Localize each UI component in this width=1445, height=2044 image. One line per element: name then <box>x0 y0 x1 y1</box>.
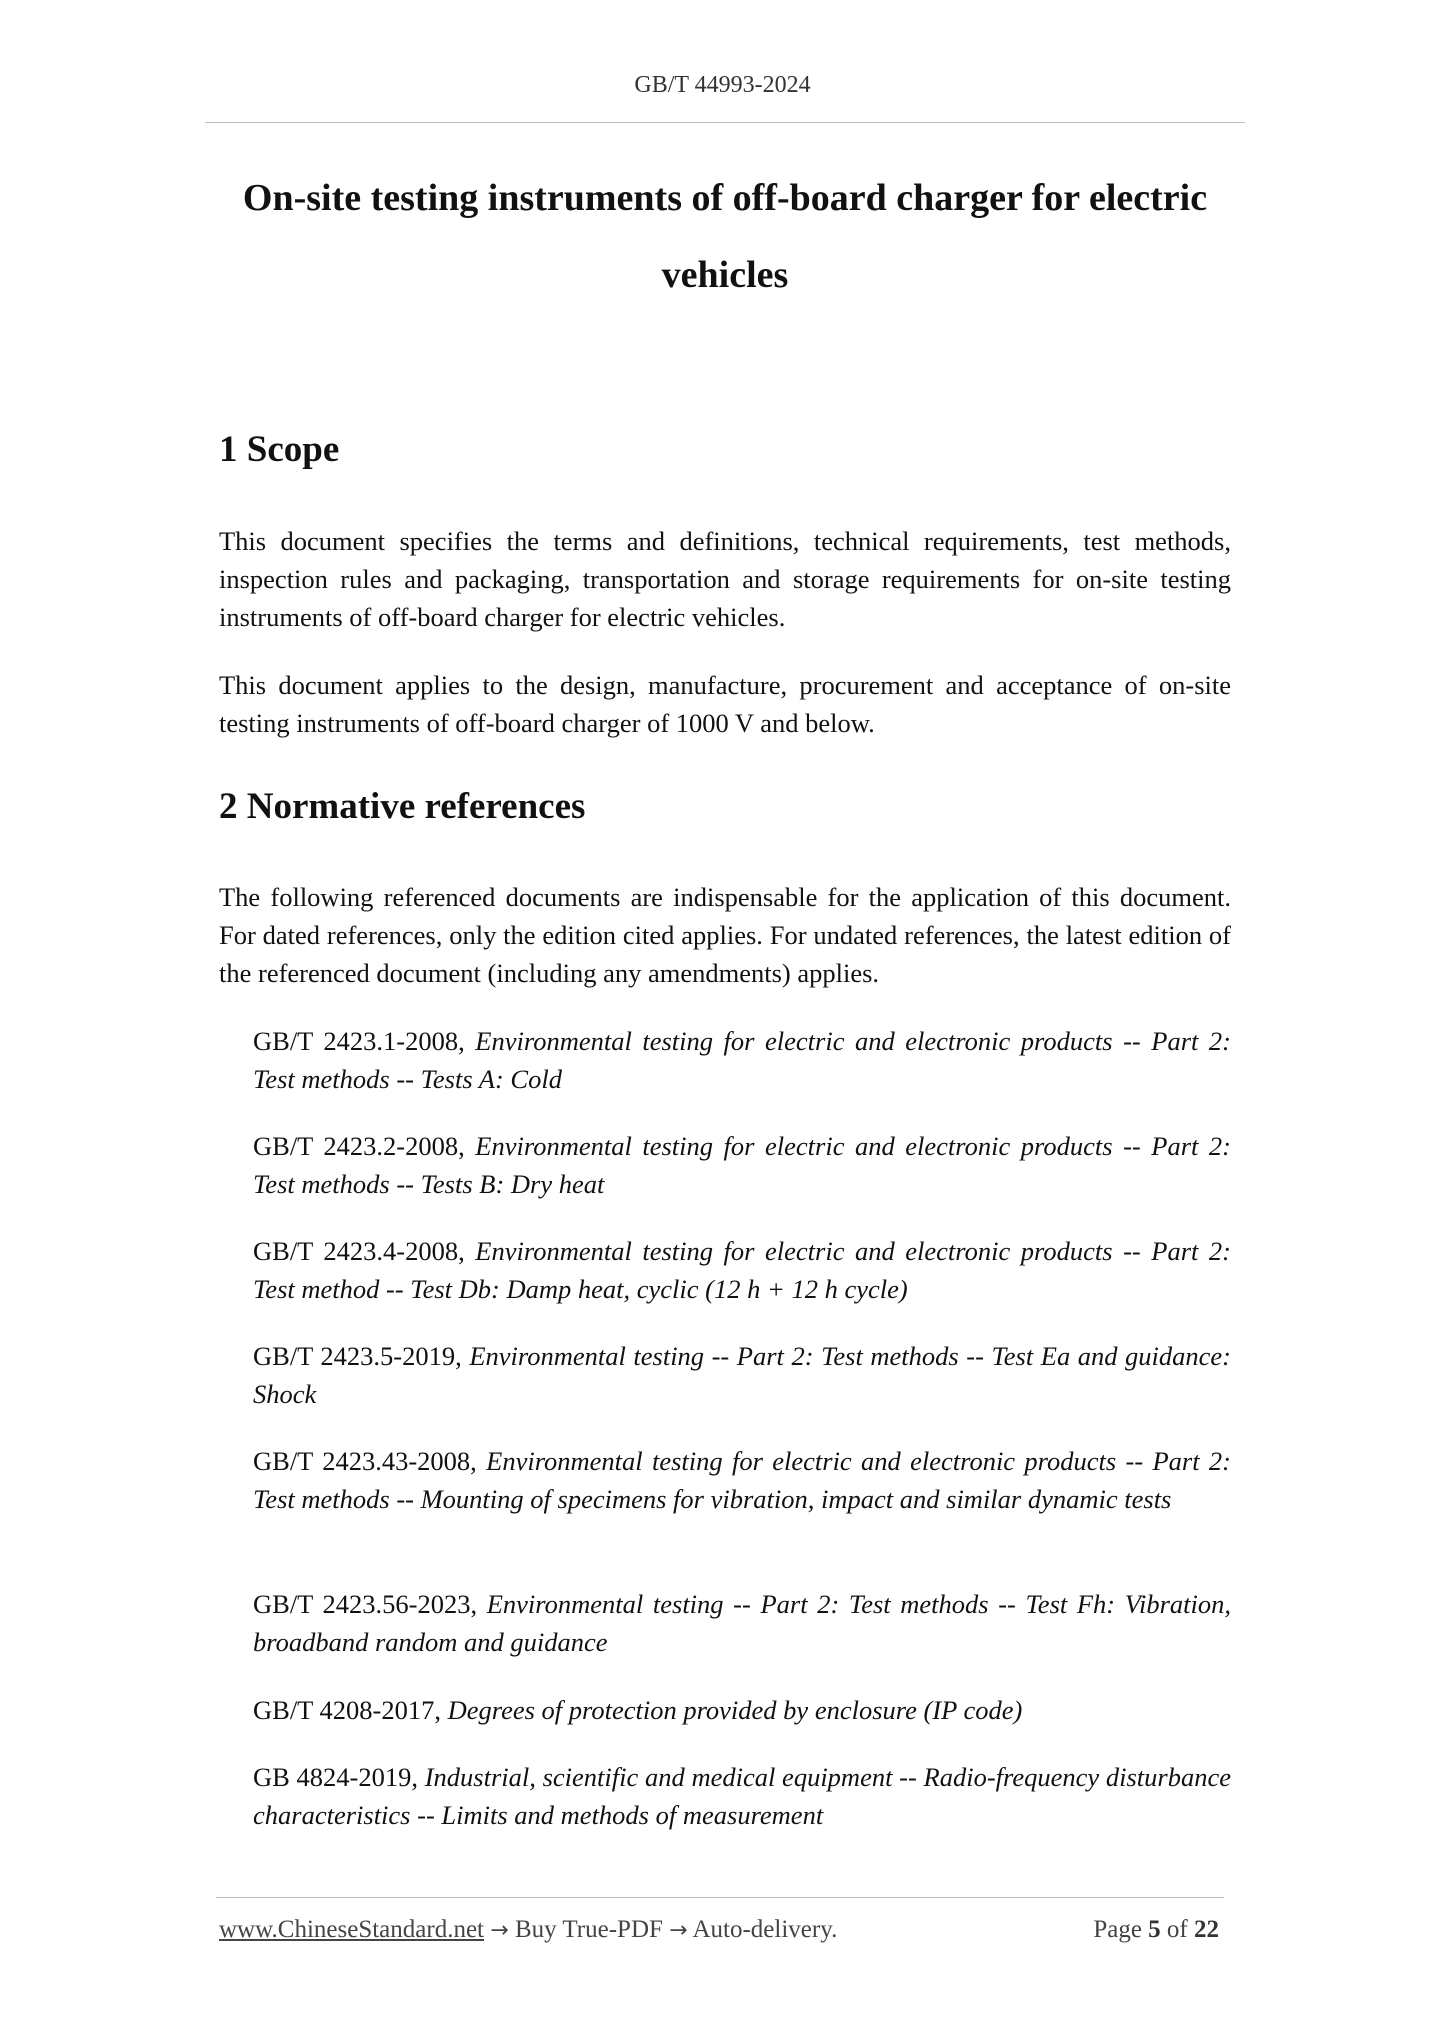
reference-item <box>253 1022 1231 1098</box>
reference-title: Environmental testing for electric and electronic products -- Part 2: Test methods -- Mounting of specimens for vibration, impact and similar dynamic tests <box>253 1446 1232 1514</box>
reference-code: GB/T 2423.2-2008, <box>253 1131 465 1161</box>
reference-title: Environmental testing for electric and electronic products -- Part 2: Test methods -- Tests B: Dry heat <box>253 1131 1231 1199</box>
scope-paragraph: This document specifies the terms and definitions, technical requirements, test methods, inspection rules and packaging, transportation and storage requirements for on-site testing instruments of off-board charger for electric vehicles. <box>219 526 1231 632</box>
right-arrow-icon: → <box>669 1918 688 1943</box>
reference-code: GB/T 2423.56-2023, <box>253 1589 478 1619</box>
reference-title: Environmental testing for electric and electronic products -- Part 2: Test method -- Test Db: Damp heat, cyclic (12 h + 12 h cycle) <box>253 1236 1231 1304</box>
website-link[interactable]: www.ChineseStandard.net <box>219 1916 484 1943</box>
reference-item <box>253 1758 1231 1834</box>
reference-title: Environmental testing for electric and electronic products -- Part 2: Test methods -- Tests A: Cold <box>253 1026 1231 1094</box>
reference-item <box>253 1691 1231 1729</box>
buy-true-pdf-text: Buy True-PDF <box>514 1916 663 1943</box>
reference-title: Degrees of protection provided by enclosure (IP code) <box>447 1695 1023 1725</box>
of-label: of <box>1166 1916 1188 1943</box>
reference-item <box>253 1127 1231 1203</box>
reference-code: GB/T 4208-2017, <box>253 1695 441 1725</box>
auto-delivery-text: Auto-delivery. <box>692 1916 838 1943</box>
reference-title: Environmental testing -- Part 2: Test methods -- Test Fh: Vibration, broadband random and guidance <box>253 1589 1232 1657</box>
running-header: GB/T 44993-2024 <box>634 72 811 98</box>
reference-item <box>253 1585 1231 1661</box>
normative-intro-paragraph: The following referenced documents are indispensable for the application of this document. For dated references, only the edition cited applies. For undated references, the latest edition of the referenced document (including any amendments) applies. <box>219 882 1231 988</box>
document-title: On-site testing instruments of off-board charger for electric vehicles <box>242 177 1208 296</box>
reference-item <box>253 1442 1231 1518</box>
right-arrow-icon: → <box>490 1918 509 1943</box>
footer-divider <box>216 1897 1224 1898</box>
reference-code: GB 4824-2019, <box>253 1762 418 1792</box>
page-indicator <box>1093 1916 1219 1944</box>
section-heading-scope: 1 Scope <box>219 429 340 470</box>
scope-paragraph: This document applies to the design, manufacture, procurement and acceptance of on-site testing instruments of off-board charger of 1000 V and below. <box>219 670 1231 738</box>
reference-code: GB/T 2423.4-2008, <box>253 1236 465 1266</box>
page-number: 5 <box>1148 1916 1161 1943</box>
header-divider <box>205 122 1245 123</box>
section-heading-normative-references: 2 Normative references <box>219 786 586 827</box>
reference-code: GB/T 2423.5-2019, <box>253 1341 462 1371</box>
reference-title: Environmental testing -- Part 2: Test methods -- Test Ea and guidance: Shock <box>253 1341 1232 1409</box>
reference-title: Industrial, scientific and medical equipment -- Radio-frequency disturbance characteristics -- Limits and methods of measurement <box>253 1762 1231 1830</box>
reference-code: GB/T 2423.43-2008, <box>253 1446 477 1476</box>
page-label: Page <box>1093 1916 1142 1943</box>
page-total: 22 <box>1194 1916 1219 1943</box>
reference-item <box>253 1337 1231 1413</box>
reference-item <box>253 1232 1231 1308</box>
reference-code: GB/T 2423.1-2008, <box>253 1026 465 1056</box>
page-footer <box>219 1916 1231 1956</box>
